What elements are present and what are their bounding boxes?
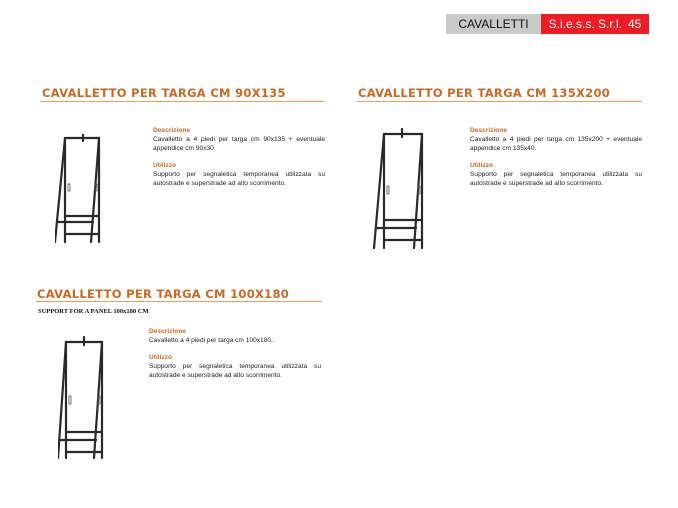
description-label: Descrizione [470,127,508,134]
description-label: Descrizione [153,127,191,134]
brand-badge [541,14,649,34]
product-subtitle: SUPPORT FOR A PANEL 100x180 CM [38,308,149,315]
easel-stand-image [55,134,110,246]
product-title: CAVALLETTO PER TARGA CM 135X200 [358,86,611,100]
brand-name: S.i.e.s.s. S.r.l. [548,17,622,31]
easel-stand-image [58,336,112,462]
usage-text: Supporto per segnaletica temporanea utilizzata su autostrade e superstrade ad alto scorrimento. [153,171,325,187]
title-divider [357,101,642,102]
description-label: Descrizione [149,328,187,335]
easel-stand-image [372,128,434,252]
page-number: 45 [628,17,642,31]
description-text: Cavalletto a 4 piedi per targa cm 90x135 + eventuale appendice cm 90x30. [153,136,325,152]
product-title: CAVALLETTO PER TARGA CM 100X180 [37,287,290,301]
usage-text: Supporto per segnaletica temporanea utilizzata su autostrade e superstrade ad alto scorrimento. [470,171,642,187]
usage-label: Utilizzo [149,354,173,361]
product-description-block [149,327,321,380]
usage-label: Utilizzo [153,162,177,169]
description-text: Cavalletto a 4 piedi per targa cm 135x200 + eventuale appendice cm 135x40. [470,136,642,152]
product-description-block [153,126,325,188]
section-tab: CAVALLETTI [446,14,541,34]
usage-label: Utilizzo [470,162,494,169]
title-divider [36,301,322,302]
usage-text: Supporto per segnaletica temporanea utilizzata su autostrade e superstrade ad alto scorrimento. [149,363,321,379]
description-text: Cavalletto a 4 piedi per targa cm 100x180.. [149,337,275,344]
product-title: CAVALLETTO PER TARGA CM 90X135 [42,86,286,100]
title-divider [40,101,325,102]
product-description-block [470,126,642,188]
